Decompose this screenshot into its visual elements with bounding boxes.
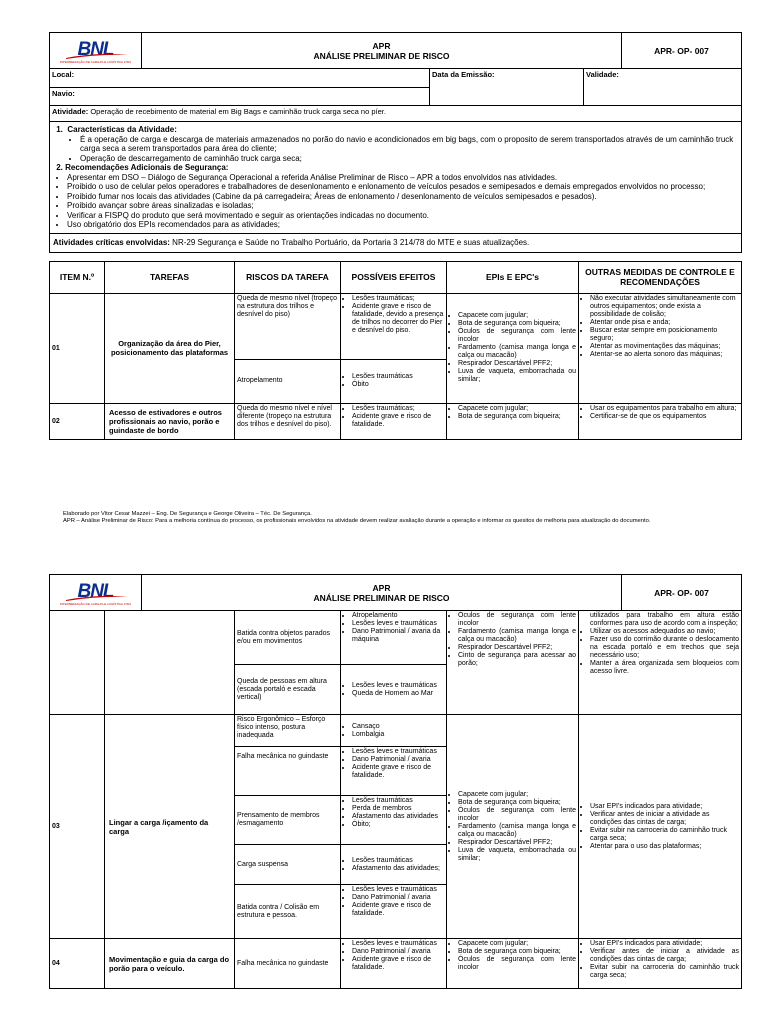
effects-cell [341,359,447,403]
issue-date-field: Data da Emissão: [430,69,584,106]
document-title: APR ANÁLISE PRELIMINAR DE RISCO [142,33,622,69]
recommendations-heading: 2. Recomendações Adicionais de Segurança: [54,163,229,172]
list-item: • Bota de segurança com biqueira; [458,948,576,956]
list-item: • Proibido o uso de celular pelos operadores e trabalhadores de desenlonamento e enlonamento de veículos pesados e semipesados e demais empregados envolvidos no processo; [67,182,737,192]
effects-cell [341,796,447,845]
list-item: • Lesões leves e traumáticas [352,748,444,756]
list-item: • Evitar subir na carroceria do caminhão truck carga seca; [590,827,739,843]
list-item: • Verificar antes de iniciar a atividade as condições das cintas de carga; [590,811,739,827]
effects-cell [341,747,447,796]
list-item: • Proibido fumar nos locais das atividades (Cabine da pá carregadeira; Áreas de enlonamento / desenlonamento de veículos semipesados e pesados). [67,192,737,202]
list-item: • Respirador Descartável PFF2; [458,360,576,368]
table-row [50,715,742,747]
critical-activities: Atividades críticas envolvidas: NR-29 Segurança e Saúde no Trabalho Portuário, da Portaria 3 214/78 do MTE e suas atualizações. [50,233,742,252]
list-item: • Lesões leves e traumáticas [352,940,444,948]
list-item: • É a operação de carga e descarga de materiais armazenados no porão do navio e acondicionados em big bags, com o proposito de serem transportados através de um caminhão truck carga seca a serem transportados para área do cliente; [80,135,737,154]
risk-cell: Carga suspensa [235,845,341,885]
risk-cell: Prensamento de membros /esmagamento [235,796,341,845]
logo-tagline: INTERMEDIAÇÃO DE CARGAS E LOGÍSTICA LTDA [59,602,132,606]
risk-table-page2 [49,610,742,989]
logo-swoosh-icon [66,594,128,601]
list-item: • Cinto de segurança para acessar ao porão; [458,652,576,668]
task-cell [105,611,235,715]
item-number: 04 [50,939,105,989]
column-header: RISCOS DA TAREFA [235,261,341,293]
epi-cell [447,715,579,939]
list-item: • Atentar para o uso das plataformas; [590,843,739,851]
list-item: • Afastamento das atividades; [352,865,444,873]
list-item: • Óculos de segurança com lente incolor [458,328,576,344]
list-item: • Verificar antes de iniciar a atividade as condições das cintas de carga; [590,948,739,964]
epi-cell [447,611,579,715]
effects-cell [341,403,447,439]
list-item: • Óculos de segurança com lente incolor [458,612,576,628]
effects-cell [341,845,447,885]
list-item: • Afastamento das atividades [352,813,444,821]
header-table [49,32,742,69]
list-item: • Lombalgia [352,731,444,739]
risk-cell: Batida contra objetos parados e/ou em movimentos [235,611,341,665]
task-cell: Lingar a carga /içamento da carga [105,715,235,939]
other-measures-cell: utilizados para trabalho em altura estão conformes para uso de acordo com a inspeção; • Utilizar os acessos adequados ao navio; • Fazer uso do corrimão durante o deslocamento na escada portaló e em trechos que seja necessário uso; • Manter a área organizada sem bloqueios com acesso livre. [579,611,742,715]
list-item: • Acidente grave e risco de fatalidade. [352,764,444,780]
list-item: • Óculos de segurança com lente incolor [458,807,576,823]
other-measures-cell [579,939,742,989]
list-item: • Capacete com jugular; [458,405,576,413]
risk-cell: Queda do mesmo nível e nível diferente (tropeço na estrutura dos trilhos e desnível do piso). [235,403,341,439]
page-1 [49,32,742,440]
risk-cell: Queda de mesmo nível (tropeço na estrutura dos trilhos e desnível do piso) [235,293,341,359]
effects-cell [341,939,447,989]
column-header: OUTRAS MEDIDAS DE CONTROLE E RECOMENDAÇÕES [579,261,742,293]
column-header: EPIs E EPC's [447,261,579,293]
list-item: • Não executar atividades simultaneamente com outros equipamentos; onde exista a possibilidade de colisão; [590,295,739,319]
document-code: APR- OP- 007 [622,575,742,611]
list-item: • Usar EPI's indicados para atividade; [590,940,739,948]
list-item: • Dano Patrimonial / avaria [352,948,444,956]
list-item: • Lesões traumáticas [352,857,444,865]
list-item: • Cansaço [352,723,444,731]
effects-cell [341,885,447,939]
recommendations-list [67,173,737,230]
list-item: • Atentar onde pisa e anda; [590,319,739,327]
column-header: POSSÍVEIS EFEITOS [341,261,447,293]
list-item: • Certificar-se de que os equipamentos [590,413,739,421]
risk-table-page1 [49,261,742,440]
list-item: • Proibido avançar sobre áreas sinalizadas e isoladas; [67,201,737,211]
list-item: • Respirador Descartável PFF2; [458,839,576,847]
list-item: • Capacete com jugular; [458,791,576,799]
logo-tagline: INTERMEDIAÇÃO DE CARGAS E LOGÍSTICA LTDA [59,60,132,64]
list-item: • Fardamento (camisa manga longa e calça ou macacão) [458,823,576,839]
list-item: • Operação de descarregamento de caminhão truck carga seca; [80,154,737,164]
list-item: • Lesões leves e traumáticas [352,682,444,690]
document-footer: Elaborado por Vitor Cesar Mazzei – Eng. De Segurança e George Oliveira – Téc. De Segurança. APR – Análise Preliminar de Risco: Para a melhoria contínua do processo, os profissionais envolvidos na atividade devem realizar avaliação durante a operação e informar os quesitos de melhoria para atualização do documento. [63,511,651,524]
effects-cell [341,665,447,715]
list-item: • Fardamento (camisa manga longa e calça ou macacão) [458,628,576,644]
list-item: • Óbito; [352,821,444,829]
activity-field: Atividade: Operação de recebimento de material em Big Bags e caminhão truck carga seca no píer. [50,106,742,122]
list-item: • Atropelamento [352,612,444,620]
list-item: • Óculos de segurança com lente incolor [458,956,576,972]
table-row [50,403,742,439]
list-item: • Lesões traumáticas [352,797,444,805]
item-number: 01 [50,293,105,403]
list-item: • Respirador Descartável PFF2; [458,644,576,652]
list-item: • Queda de Homem ao Mar [352,690,444,698]
item-number: 02 [50,403,105,439]
list-item: • Atentar as movimentações das máquinas; [590,343,739,351]
risk-cell: Queda de pessoas em altura (escada portaló e escada vertical) [235,665,341,715]
list-item: • Dano Patrimonial / avaria da máquina [352,628,444,644]
other-measures-cell [579,293,742,403]
local-field: Local: [50,69,430,88]
list-item: • Usar EPI's indicados para atividade; [590,803,739,811]
list-item: • Lesões leves e traumáticas [352,620,444,628]
task-cell: Organização da área do Pier, posicionamento das plataformas [105,293,235,403]
epi-cell [447,939,579,989]
list-item: • Acidente grave e risco de fatalidade. [352,413,444,429]
list-item: • Dano Patrimonial / avaria [352,756,444,764]
risk-cell: Atropelamento [235,359,341,403]
document-title: APR ANÁLISE PRELIMINAR DE RISCO [142,575,622,611]
logo-text: BNL [77,581,114,602]
list-item: • Capacete com jugular; [458,312,576,320]
list-item: • Apresentar em DSO – Diálogo de Segurança Operacional a referida Análise Preliminar de Risco – APR a todos envolvidos nas atividades. [67,173,737,183]
list-item: • Capacete com jugular; [458,940,576,948]
characteristics-list [80,135,737,164]
risk-cell: Falha mecânica no guindaste [235,747,341,796]
ship-field: Navio: [50,88,430,106]
list-item: • Uso obrigatório dos EPIs recomendados para as atividades; [67,220,737,230]
table-row [50,939,742,989]
company-logo [50,575,142,611]
page-2 [49,574,742,989]
table-header-row [50,261,742,293]
item-number: 03 [50,715,105,939]
list-item: • Evitar subir na carroceria do caminhão truck carga seca; [590,964,739,980]
task-cell: Movimentação e guia da carga do porão para o veículo. [105,939,235,989]
column-header: TAREFAS [105,261,235,293]
validity-field: Validade: [584,69,742,106]
list-item: • Lesões traumáticas; [352,405,444,413]
description-table [49,121,742,253]
list-item: • Lesões traumáticas [352,373,444,381]
list-item: • Óbito [352,381,444,389]
characteristics-heading: 1. Características da Atividade: [54,125,177,134]
list-item: • Bota de segurança com biqueira; [458,320,576,328]
item-number [50,611,105,715]
epi-cell [447,293,579,403]
list-item: • Usar os equipamentos para trabalho em altura; [590,405,739,413]
list-item: • Luva de vaqueta, emborrachada ou similar; [458,847,576,863]
list-item: • Perda de membros [352,805,444,813]
list-item: • Atentar-se ao alerta sonoro das máquinas; [590,351,739,359]
header-table [49,574,742,611]
epi-cell [447,403,579,439]
list-item: • Lesões traumáticas; [352,295,444,303]
list-item: • Acidente grave e risco de fatalidade. [352,902,444,918]
table-row [50,293,742,359]
task-cell: Acesso de estivadores e outros profissionais ao navio, porão e guindaste de bordo [105,403,235,439]
logo-swoosh-icon [66,52,128,59]
effects-cell [341,293,447,359]
list-item: • Bota de segurança com biqueira; [458,799,576,807]
list-item: • Fardamento (camisa manga longa e calça ou macacão) [458,344,576,360]
list-item: • Acidente grave e risco de fatalidade. [352,956,444,972]
info-table [49,68,742,122]
description-section [50,122,742,234]
effects-cell [341,611,447,665]
list-item: • Verificar a FISPQ do produto que será movimentado e seguir as orientações indicadas no documento. [67,211,737,221]
risk-cell: Falha mecânica no guindaste [235,939,341,989]
list-item: • Manter a área organizada sem bloqueios com acesso livre. [590,660,739,676]
logo-text: BNL [77,39,114,60]
list-item: • Acidente grave e risco de fatalidade, devido a presença de trilhos no decorrer do Pier e desnível do piso. [352,303,444,335]
list-item: • Dano Patrimonial / avaria [352,894,444,902]
company-logo [50,33,142,69]
other-measures-cell [579,715,742,939]
document-code: APR- OP- 007 [622,33,742,69]
table-row [50,611,742,665]
list-item: • Utilizar os acessos adequados ao navio; [590,628,739,636]
risk-cell: Batida contra / Colisão em estrutura e pessoa. [235,885,341,939]
column-header: ITEM N.º [50,261,105,293]
list-item: • Bota de segurança com biqueira; [458,413,576,421]
list-item: • Luva de vaqueta, emborrachada ou similar; [458,368,576,384]
effects-cell [341,715,447,747]
risk-cell: Risco Ergonômico – Esforço físico intenso, postura inadequada [235,715,341,747]
list-item: • Lesões leves e traumáticas [352,886,444,894]
other-measures-cell [579,403,742,439]
list-item: • Fazer uso do corrimão durante o deslocamento na escada portaló e em trechos que seja necessário uso; [590,636,739,660]
list-item: • Buscar estar sempre em posicionamento seguro; [590,327,739,343]
